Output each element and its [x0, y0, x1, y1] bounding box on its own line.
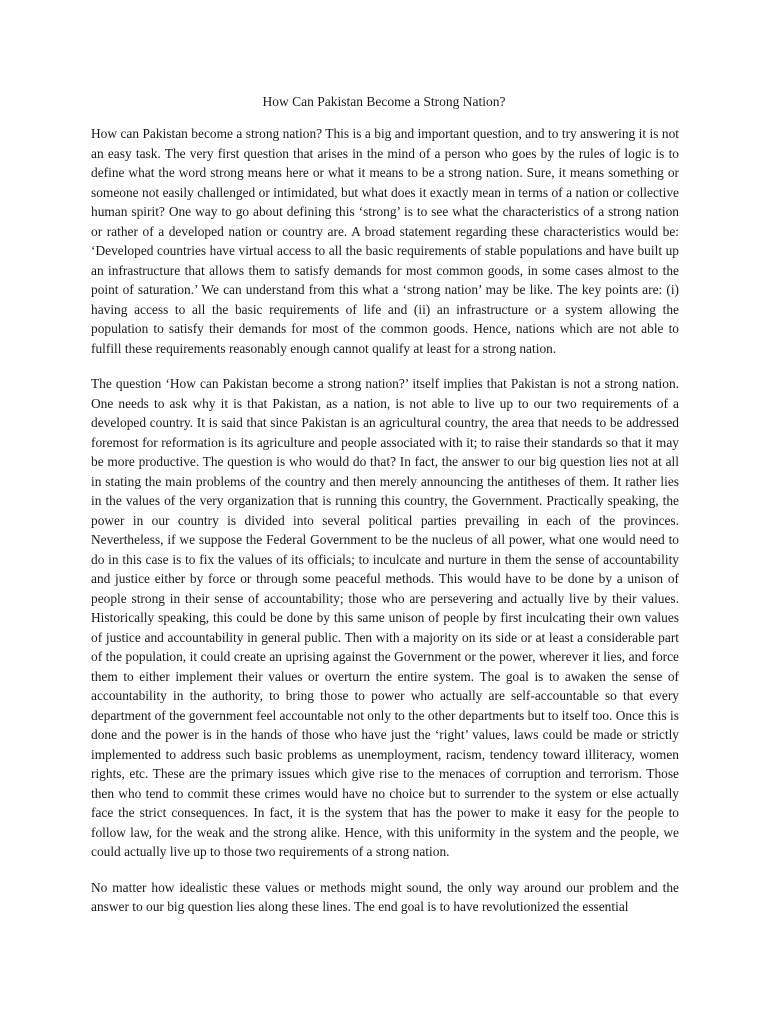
document-body — [91, 124, 679, 933]
document-title: How Can Pakistan Become a Strong Nation? — [262, 94, 506, 109]
paragraph-2: The question ‘How can Pakistan become a strong nation?’ itself implies that Pakistan is not a strong nation. One needs to ask why it is that Pakistan, as a nation, is not able to live up to our two requirements of a developed country. It is said that since Pakistan is an agricultural country, the area that needs to be addressed foremost for reformation is its agriculture and people associated with it; to raise their standards so that it may be more productive. The question is who would do that? In fact, the answer to our big question lies not at all in stating the main problems of the country and then merely announcing the antitheses of them. It rather lies in the values of the very organization that is running this country, the Government. Practically speaking, the power in our country is divided into several political parties prevailing in each of the provinces. Nevertheless, if we suppose the Federal Government to be the nucleus of all power, what one would need to do in this case is to fix the values of its officials; to inculcate and nurture in them the sense of accountability and justice either by force or through some peaceful methods. This would have to be done by a unison of people strong in their sense of accountability; those who are persevering and actually live by their values. Historically speaking, this could be done by this same unison of people by first inculcating their own values of justice and accountability in general public. Then with a majority on its side or at least a considerable part of the population, it could create an uprising against the Government or the power, wherever it lies, and force them to either implement their values or overturn the entire system. The goal is to awaken the sense of accountability in the authority, to bring those to power who actually are self-accountable so that every department of the government feel accountable not only to the other departments but to itself too. Once this is done and the power is in the hands of those who have just the ‘right’ values, laws could be made or strictly implemented to address such basic problems as unemployment, racism, tendency toward illiteracy, women rights, etc. These are the primary issues which give rise to the menaces of corruption and terrorism. Those then who tend to commit these crimes would have no choice but to surrender to the system or else actually face the strict consequences. In fact, it is the system that has the power to make it easy for the people to follow law, for the weak and the strong alike. Hence, with this uniformity in the system and the people, we could actually live up to those two requirements of a strong nation. — [91, 376, 679, 859]
paragraph-3: No matter how idealistic these values or methods might sound, the only way around our problem and the answer to our big question lies along these lines. The end goal is to have revolutionized the essential — [91, 879, 679, 914]
paragraph-1: How can Pakistan become a strong nation? This is a big and important question, and to try answering it is not an easy task. The very first question that arises in the mind of a person who goes by the rules of logic is to define what the word strong means here or what it means to be a strong nation. Sure, it means something or someone not easily challenged or intimidated, but what does it exactly mean in terms of a nation or collective human spirit? One way to go about defining this ‘strong’ is to see what the characteristics of a strong nation or rather of a developed nation or country are. A broad statement regarding these characteristics would be: ‘Developed countries have virtual access to all the basic requirements of stable populations and have built up an infrastructure that allows them to satisfy demands for most common goods, in some cases almost to the point of saturation.’ We can understand from this what a ‘strong nation’ may be like. The key points are: (i) having access to all the basic requirements of life and (ii) an infrastructure or a system allowing the population to satisfy their demands for most of the common goods. Hence, nations which are not able to fulfill these requirements reasonably enough cannot qualify at least for a strong nation. — [91, 126, 679, 356]
